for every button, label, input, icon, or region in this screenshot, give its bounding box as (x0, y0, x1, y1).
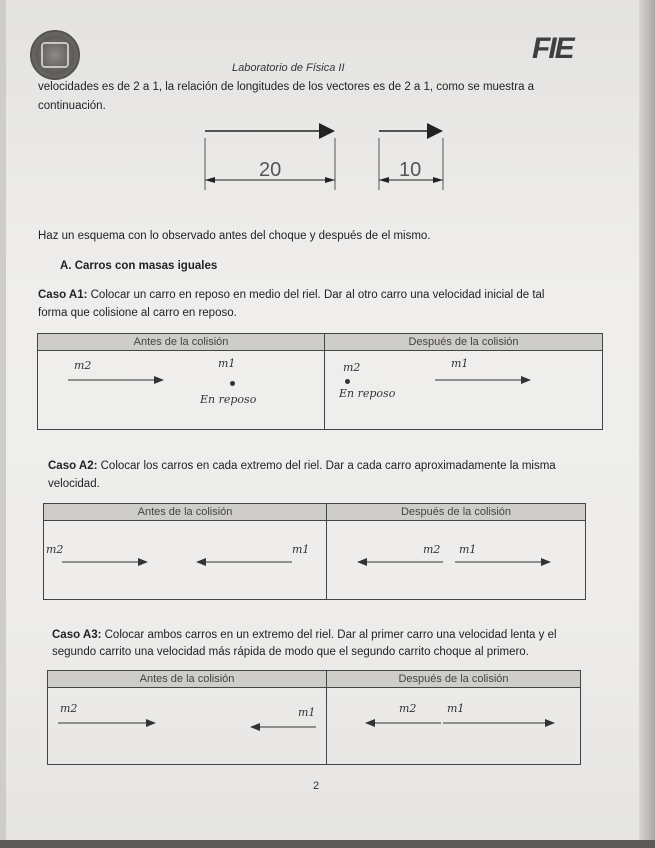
a1-after-m-right: m1 (451, 357, 469, 370)
cart-dot (345, 379, 350, 384)
a3-before-arrow-right (58, 716, 158, 730)
page-edge-right (639, 0, 655, 848)
cell-a3-after (327, 688, 581, 765)
a2-after-arrow-left (357, 555, 447, 569)
case-a1-line-1 (38, 287, 544, 304)
university-seal-logo (30, 30, 80, 80)
case-a3-label: Caso A3: (52, 629, 102, 641)
vector-20-label: 20 (259, 159, 282, 181)
page-bottom-edge (0, 840, 655, 848)
a2-before-arrow-right (62, 555, 152, 569)
page-number: 2 (313, 780, 320, 792)
vector-diagram (195, 118, 455, 198)
table-case-a1 (37, 333, 603, 430)
cell-a1-before (38, 351, 325, 430)
header-after: Después de la colisión (327, 504, 586, 521)
lab-title: Laboratorio de Física II (232, 62, 345, 74)
section-title: A. Carros con masas iguales (60, 260, 218, 272)
a2-after-m-left: m2 (423, 543, 441, 556)
vector-10-label: 10 (399, 159, 422, 181)
cell-a3-before (48, 688, 327, 765)
a1-before-rest-note: En reposo (200, 393, 257, 406)
a1-before-m-left: m2 (74, 359, 92, 372)
table-case-a3 (47, 670, 581, 765)
case-a3-text-2: segundo carrito una velocidad más rápida de modo que el segundo carrito choque al primero. (52, 646, 529, 658)
a3-before-m-left: m2 (60, 702, 78, 715)
intro-line-1: velocidades es de 2 a 1, la relación de longitudes de los vectores es de 2 a 1, como se muestra a (38, 81, 535, 93)
header-before: Antes de la colisión (38, 334, 325, 351)
a3-after-m-right: m1 (447, 702, 465, 715)
a2-after-m-right: m1 (459, 543, 477, 556)
a1-after-m-left: m2 (343, 361, 361, 374)
cell-a1-after (325, 351, 603, 430)
case-a1-label: Caso A1: (38, 289, 88, 301)
case-a2-text-2: velocidad. (48, 478, 100, 490)
case-a3-text-1: Colocar ambos carros en un extremo del riel. Dar al primer carro una velocidad lenta y el (104, 629, 557, 641)
case-a3-line-1 (52, 627, 557, 644)
fie-logo: FIE (532, 32, 573, 65)
a3-before-arrow-left (250, 720, 320, 734)
a3-after-m-left: m2 (399, 702, 417, 715)
a2-before-m-left: m2 (46, 543, 64, 556)
a2-after-arrow-right (455, 555, 555, 569)
cart-dot (230, 381, 235, 386)
case-a2-text-1: Colocar los carros en cada extremo del riel. Dar a cada carro aproximadamente la misma (100, 460, 556, 472)
header-after: Después de la colisión (327, 671, 581, 688)
case-a1-text-2: forma que colisione al carro en reposo. (38, 307, 237, 319)
a1-before-arrow-right (68, 373, 168, 387)
cell-a2-after (327, 521, 586, 600)
cell-a2-before (44, 521, 327, 600)
a3-after-arrow-left (365, 716, 445, 730)
a3-after-arrow-right (443, 716, 559, 730)
vector-10 (379, 123, 443, 190)
header-after: Después de la colisión (325, 334, 603, 351)
vector-20 (205, 123, 335, 190)
intro-line-2: continuación. (38, 100, 106, 112)
a1-before-m-right: m1 (218, 357, 236, 370)
a1-after-arrow-right (435, 373, 535, 387)
case-a2-line-1 (48, 458, 556, 475)
case-a1-text-1: Colocar un carro en reposo en medio del riel. Dar al otro carro una velocidad inicial de tal (90, 289, 545, 301)
header-before: Antes de la colisión (48, 671, 327, 688)
a3-before-m-right: m1 (298, 706, 316, 719)
header-before: Antes de la colisión (44, 504, 327, 521)
instruction-text: Haz un esquema con lo observado antes del choque y después de el mismo. (38, 230, 431, 242)
a2-before-arrow-left (196, 555, 296, 569)
case-a2-label: Caso A2: (48, 460, 98, 472)
a2-before-m-right: m1 (292, 543, 310, 556)
table-case-a2 (43, 503, 586, 600)
a1-after-rest-note: En reposo (339, 387, 396, 400)
